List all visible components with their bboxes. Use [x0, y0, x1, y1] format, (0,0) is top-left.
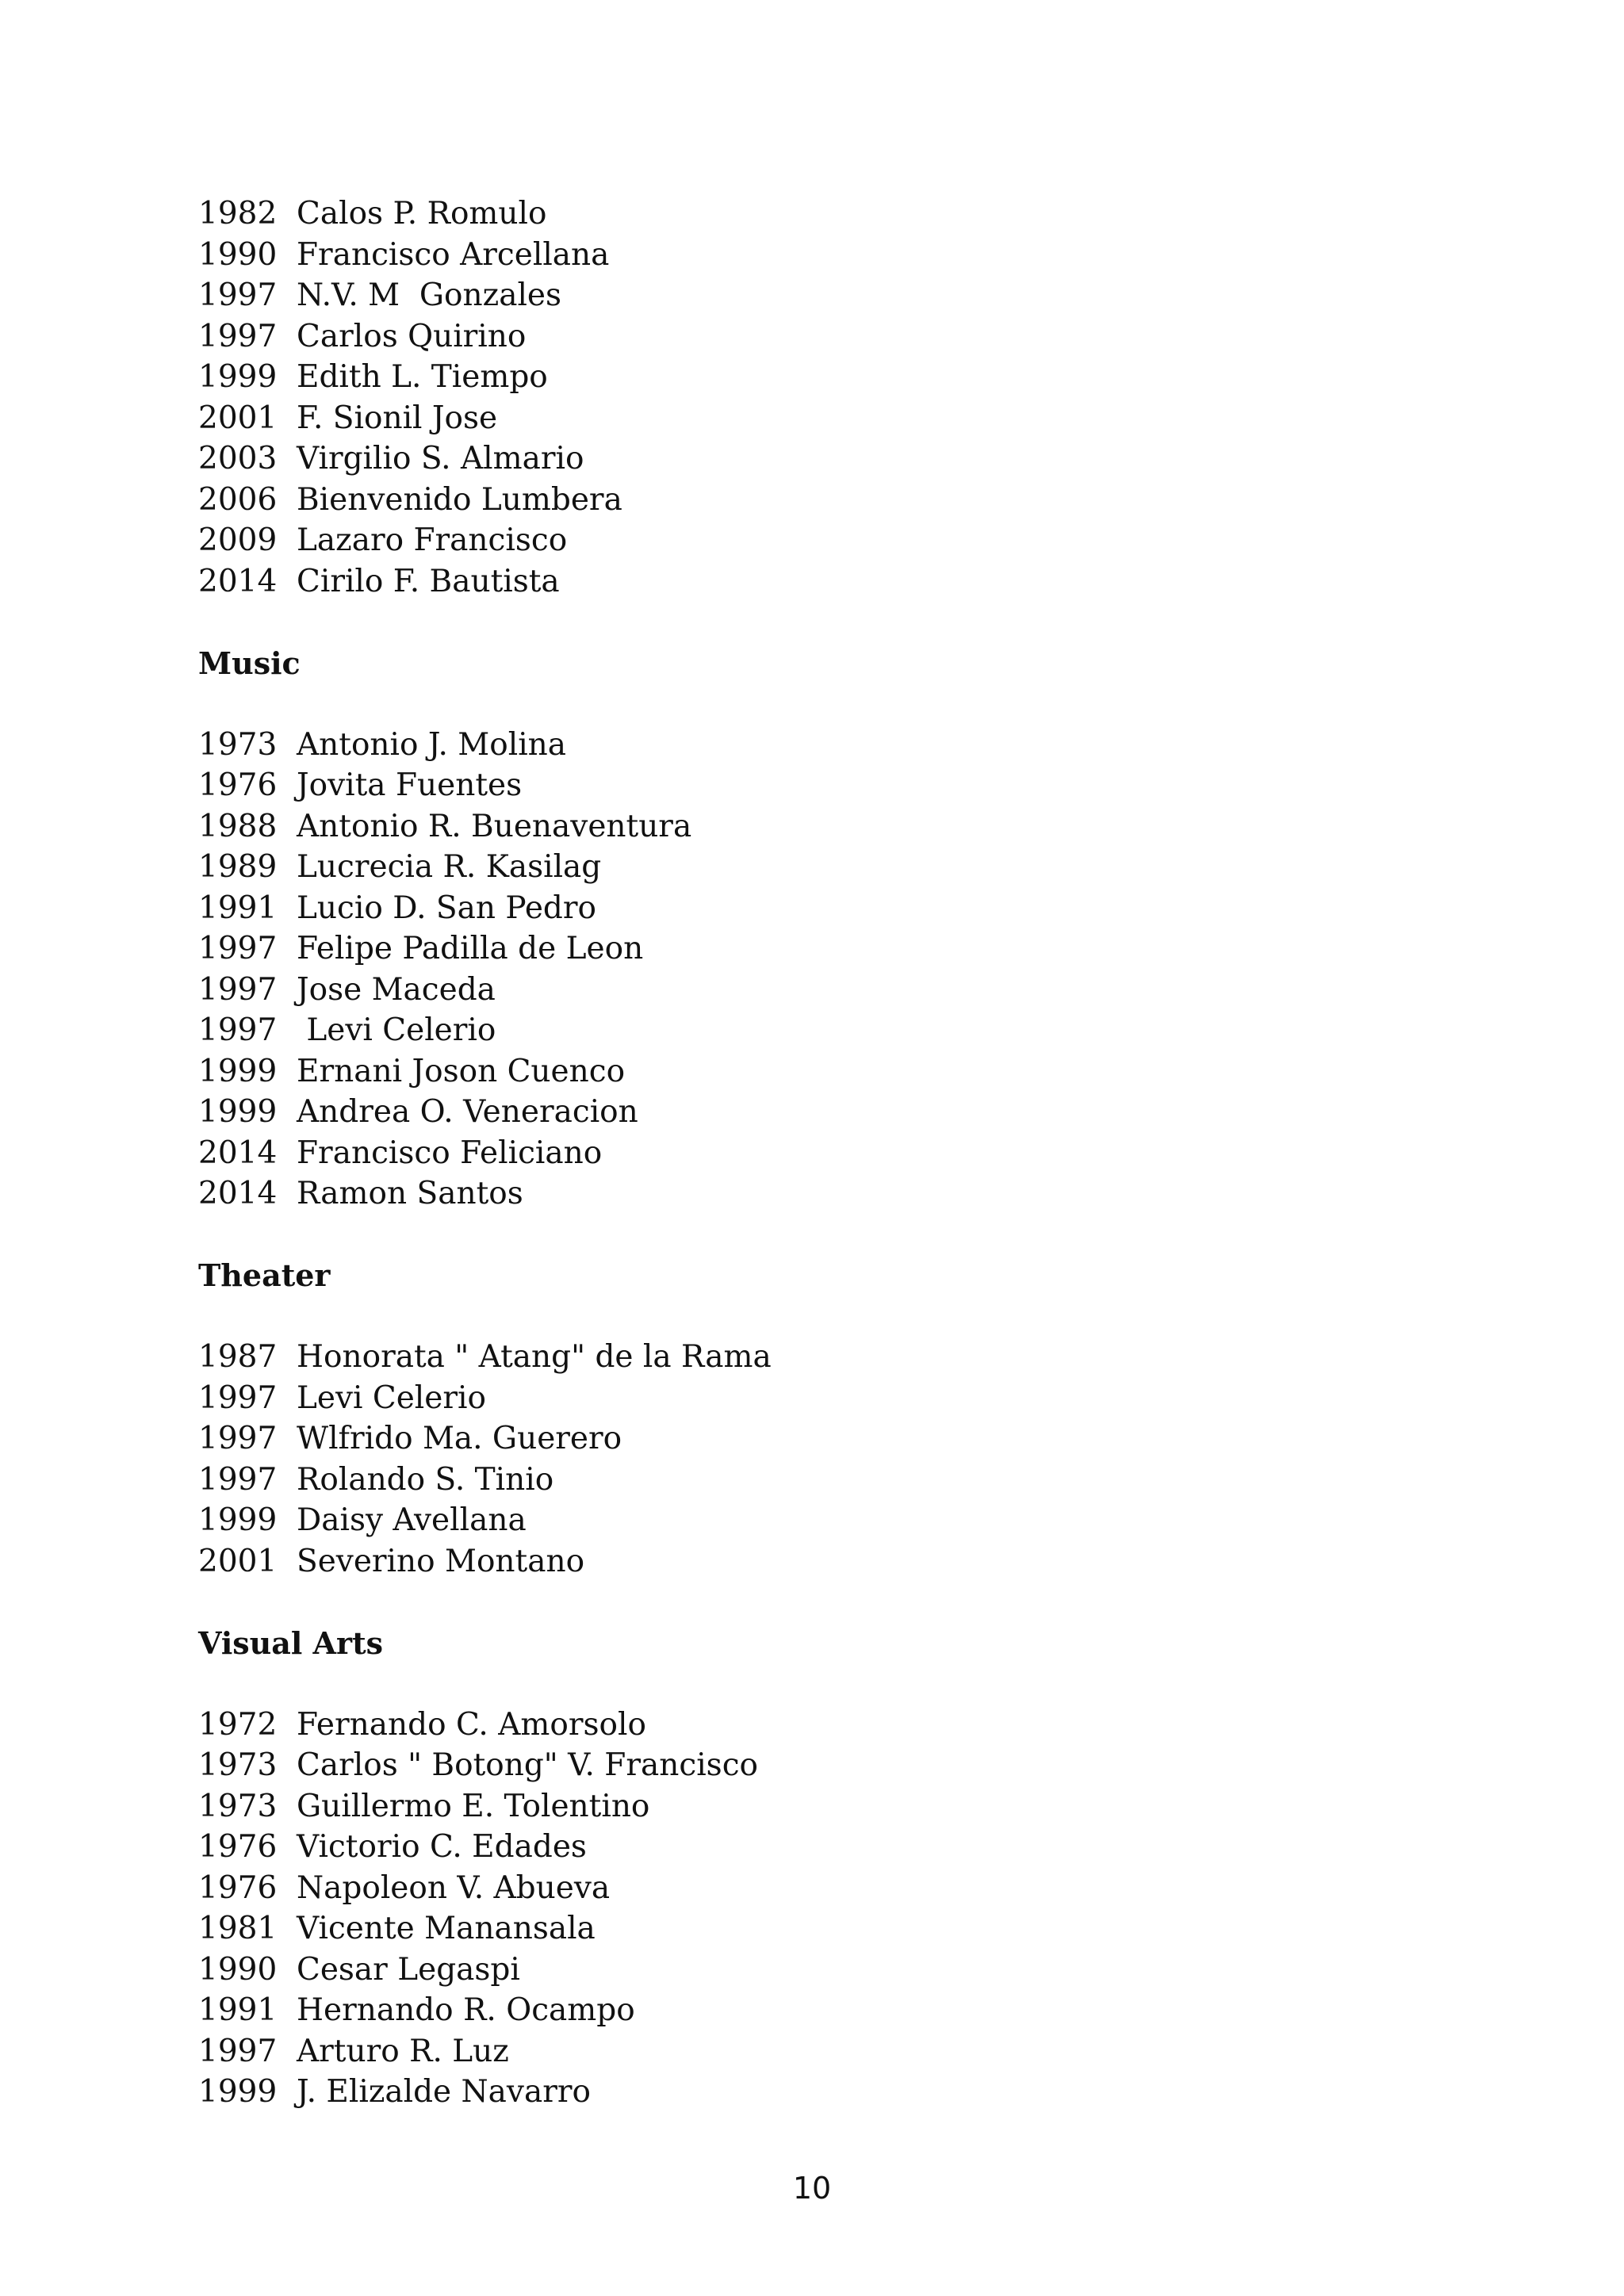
entry-name: Guillermo E. Tolentino: [297, 1788, 650, 1824]
entry-name: Bienvenido Lumbera: [297, 481, 622, 518]
list-item: [198, 1827, 1467, 1868]
entry-year: 1991: [198, 890, 278, 926]
entry-year: 1987: [198, 1339, 278, 1375]
list-item: [198, 1133, 1467, 1174]
entry-name: Levi Celerio: [297, 1380, 486, 1416]
entry-name: Ernani Joson Cuenco: [297, 1053, 626, 1089]
section-heading: Visual Arts: [198, 1624, 384, 1661]
list-item: [198, 1092, 1467, 1133]
entry-year: 1973: [198, 726, 278, 763]
entry-name: Lazaro Francisco: [297, 522, 568, 558]
section-heading: Theater: [198, 1257, 331, 1293]
page-number: 10: [792, 2171, 832, 2206]
section-list: [198, 725, 1467, 1215]
entry-name: Lucrecia R. Kasilag: [297, 849, 602, 885]
entry-name: Levi Celerio: [297, 1012, 496, 1048]
entry-name: Ramon Santos: [297, 1176, 523, 1211]
entry-year: 1997: [198, 1421, 278, 1456]
list-item: [198, 928, 1467, 970]
entry-name: Andrea O. Veneracion: [297, 1094, 638, 1130]
entry-year: 2001: [198, 1543, 278, 1579]
entry-year: 1988: [198, 808, 278, 844]
entry-name: Felipe Padilla de Leon: [297, 931, 644, 966]
entry-name: Victorio C. Edades: [297, 1829, 587, 1865]
list-item: [198, 2031, 1467, 2072]
entry-year: 1997: [198, 1012, 278, 1048]
entry-year: 1997: [198, 931, 278, 966]
list-item: [198, 847, 1467, 888]
list-item: [198, 1908, 1467, 1950]
entry-name: Napoleon V. Abueva: [297, 1869, 611, 1906]
entry-name: Fernando C. Amorsolo: [297, 1706, 646, 1743]
list-item: [198, 1990, 1467, 2031]
entry-name: Hernando R. Ocampo: [297, 1992, 635, 2028]
list-item: [198, 1500, 1467, 1541]
entry-name: Wlfrido Ma. Guerero: [297, 1421, 622, 1456]
entry-year: 2014: [198, 563, 278, 599]
entry-year: 1973: [198, 1788, 278, 1824]
entry-year: 2006: [198, 481, 278, 518]
list-item: [198, 1460, 1467, 1501]
entry-name: Antonio J. Molina: [297, 726, 567, 763]
entry-name: Edith L. Tiempo: [297, 359, 548, 395]
entry-name: Carlos " Botong" V. Francisco: [297, 1747, 759, 1783]
list-item: [198, 438, 1467, 480]
entry-year: 1989: [198, 849, 278, 885]
entry-name: Honorata " Atang" de la Rama: [297, 1339, 772, 1375]
list-item: [198, 357, 1467, 398]
list-item: [198, 235, 1467, 276]
entry-name: Rolando S. Tinio: [297, 1461, 554, 1498]
awardees-list: [198, 193, 1467, 2113]
list-item: [198, 888, 1467, 929]
entry-name: Daisy Avellana: [297, 1502, 527, 1538]
entry-year: 1991: [198, 1992, 278, 2028]
entry-name: Arturo R. Luz: [297, 2033, 509, 2069]
list-item: [198, 398, 1467, 439]
list-item: [198, 725, 1467, 766]
entry-name: Vicente Manansala: [297, 1911, 596, 1946]
entry-year: 1999: [198, 1502, 278, 1538]
entry-year: 1997: [198, 971, 278, 1008]
list-item: [198, 1950, 1467, 1991]
list-item: [198, 765, 1467, 806]
list-item: [198, 2072, 1467, 2113]
entry-year: 1997: [198, 1461, 278, 1498]
entry-name: Cesar Legaspi: [297, 1951, 520, 1988]
entry-year: 1999: [198, 2074, 278, 2110]
entry-name: F. Sionil Jose: [297, 400, 498, 436]
section-list: [198, 1705, 1467, 2113]
entry-year: 1997: [198, 2033, 278, 2069]
list-item: [198, 480, 1467, 521]
entry-year: 1976: [198, 1829, 278, 1865]
entry-name: Jovita Fuentes: [297, 767, 523, 803]
section-list: [198, 1337, 1467, 1582]
entry-name: N.V. M Gonzales: [297, 277, 562, 313]
entry-name: Calos P. Romulo: [297, 196, 547, 232]
entry-year: 1997: [198, 318, 278, 354]
entry-year: 1990: [198, 1951, 278, 1988]
entry-name: Jose Maceda: [297, 971, 496, 1008]
list-item: [198, 1010, 1467, 1051]
entry-year: 1999: [198, 1094, 278, 1130]
list-item: [198, 561, 1467, 603]
entry-name: Carlos Quirino: [297, 318, 527, 354]
list-item: [198, 1705, 1467, 1746]
entry-year: 1973: [198, 1747, 278, 1783]
literature-list: [198, 193, 1467, 602]
entry-year: 1982: [198, 196, 278, 232]
entry-year: 2014: [198, 1135, 278, 1171]
list-item: [198, 1418, 1467, 1460]
entry-year: 1999: [198, 359, 278, 395]
list-item: [198, 193, 1467, 235]
entry-name: Cirilo F. Bautista: [297, 563, 560, 599]
list-item: [198, 1378, 1467, 1419]
entry-name: Antonio R. Buenaventura: [297, 808, 692, 844]
entry-name: Lucio D. San Pedro: [297, 890, 597, 926]
list-item: [198, 970, 1467, 1011]
entry-year: 1997: [198, 1380, 278, 1416]
entry-year: 1976: [198, 767, 278, 803]
list-item: [198, 1786, 1467, 1827]
entry-name: Francisco Arcellana: [297, 236, 610, 273]
entry-year: 1972: [198, 1706, 278, 1743]
entry-year: 1997: [198, 277, 278, 313]
list-item: [198, 806, 1467, 848]
entry-year: 2001: [198, 400, 278, 436]
entry-name: J. Elizalde Navarro: [297, 2074, 591, 2110]
list-item: [198, 1173, 1467, 1215]
entry-year: 1976: [198, 1869, 278, 1906]
list-item: [198, 1337, 1467, 1378]
entry-name: Severino Montano: [297, 1543, 585, 1579]
list-item: [198, 1051, 1467, 1093]
entry-year: 2009: [198, 522, 278, 558]
entry-year: 2014: [198, 1176, 278, 1211]
entry-name: Virgilio S. Almario: [297, 441, 584, 476]
entry-year: 2003: [198, 441, 278, 476]
entry-name: Francisco Feliciano: [297, 1135, 603, 1171]
entry-year: 1981: [198, 1911, 278, 1946]
section-heading: Music: [198, 645, 301, 681]
list-item: [198, 316, 1467, 358]
list-item: [198, 275, 1467, 316]
list-item: [198, 1868, 1467, 1909]
list-item: [198, 1541, 1467, 1582]
entry-year: 1990: [198, 236, 278, 273]
entry-year: 1999: [198, 1053, 278, 1089]
list-item: [198, 520, 1467, 561]
list-item: [198, 1745, 1467, 1786]
